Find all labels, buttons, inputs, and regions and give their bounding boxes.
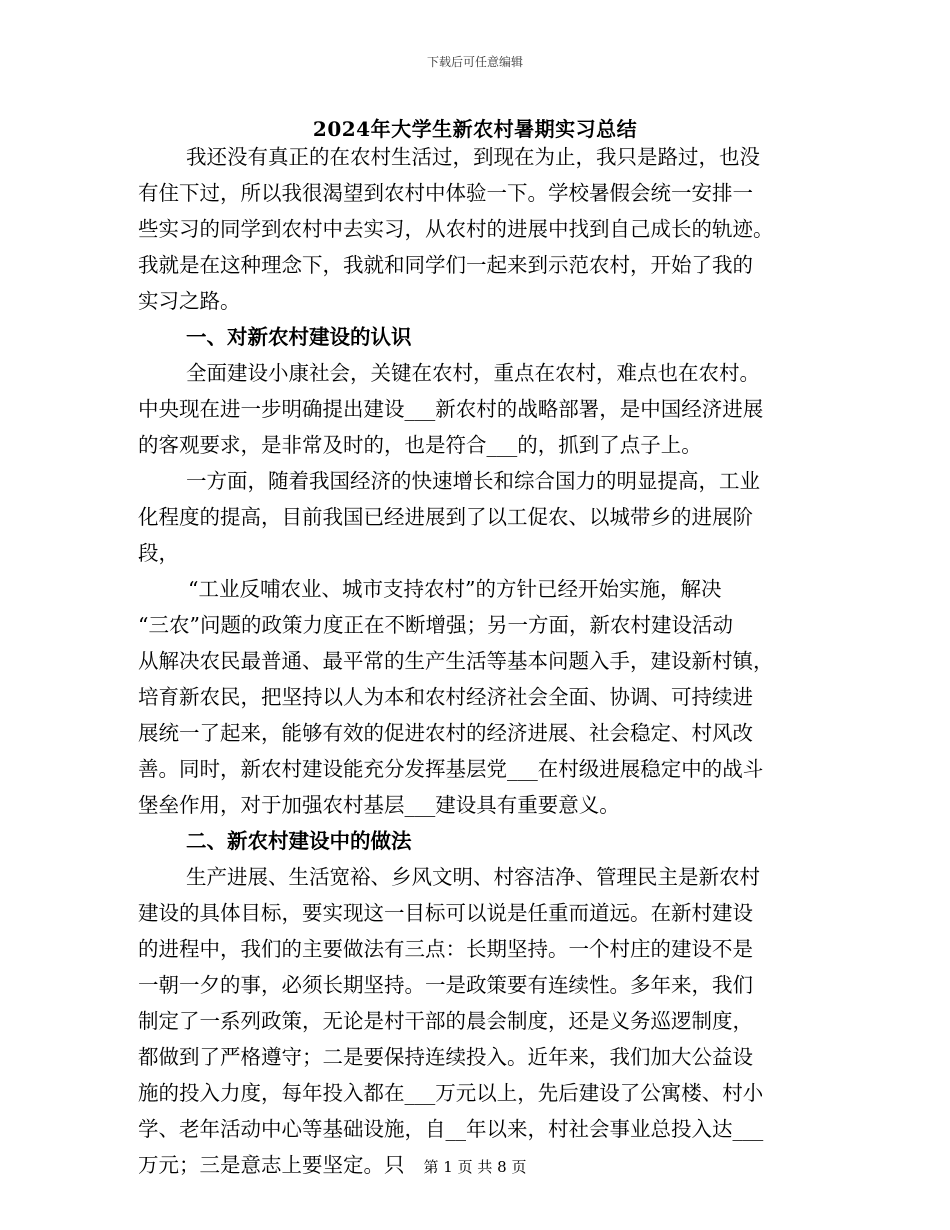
- text-line: 生产进展、生活宽裕、乡风文明、村容洁净、管理民主是新农村: [186, 865, 760, 889]
- text-line: 些实习的同学到农村中去实习，从农村的进展中找到自己成长的轨迹。: [138, 217, 774, 241]
- text-line: 全面建设小康社会，关键在农村，重点在农村，难点也在农村。: [186, 361, 760, 385]
- text-line: 学、老年活动中心等基础设施，自__年以来，村社会事业总投入达___: [138, 1117, 764, 1141]
- text-line: 从解决农民最普通、最平常的生产生活等基本问题入手，建设新村镇，: [138, 649, 774, 673]
- section-heading: 一、对新农村建设的认识: [186, 325, 412, 349]
- text-line: 施的投入力度，每年投入都在___万元以上，先后建设了公寓楼、村小: [138, 1081, 764, 1105]
- text-line: 万元；三是意志上要坚定。只: [138, 1153, 405, 1177]
- document-title: 2024年大学生新农村暑期实习总结: [312, 117, 638, 141]
- text-line: 善。同时，新农村建设能充分发挥基层党___在村级进展稳定中的战斗: [138, 757, 764, 781]
- text-line: 建设的具体目标，要实现这一目标可以说是任重而道远。在新村建设: [138, 901, 753, 925]
- text-line: 一方面，随着我国经济的快速增长和综合国力的明显提高，工业: [186, 469, 760, 493]
- text-line: 都做到了严格遵守；二是要保持连续投入。近年来，我们加大公益设: [138, 1045, 753, 1069]
- text-line: 制定了一系列政策，无论是村干部的晨会制度，还是义务巡逻制度，: [138, 1009, 753, 1033]
- page-footer: 第 1 页 共 8 页: [423, 1158, 527, 1176]
- header-note: 下载后可任意编辑: [426, 55, 523, 69]
- text-line: 一朝一夕的事，必须长期坚持。一是政策要有连续性。多年来，我们: [138, 973, 753, 997]
- text-line: 中央现在进一步明确提出建设___新农村的战略部署，是中国经济进展: [138, 397, 764, 421]
- document-body: [138, 139, 818, 1183]
- text-line: 化程度的提高，目前我国已经进展到了以工促农、以城带乡的进展阶: [138, 505, 753, 529]
- text-line: 培育新农民，把坚持以人为本和农村经济社会全面、协调、可持续进: [138, 685, 753, 709]
- text-line: “三农”问题的政策力度正在不断增强；另一方面，新农村建设活动: [138, 613, 733, 637]
- text-line: 的客观要求，是非常及时的，也是符合___的，抓到了点子上。: [138, 433, 702, 457]
- section-heading: 二、新农村建设中的做法: [186, 829, 412, 853]
- text-line: 的进程中，我们的主要做法有三点：长期坚持。一个村庄的建设不是: [138, 937, 753, 961]
- text-line: 展统一了起来，能够有效的促进农村的经济进展、社会稳定、村风改: [138, 721, 753, 745]
- text-line: “工业反哺农业、城市支持农村”的方针已经开始实施，解决: [188, 577, 722, 601]
- text-line: 段，: [138, 541, 179, 565]
- text-line: 堡垒作用，对于加强农村基层___建设具有重要意义。: [138, 793, 620, 817]
- text-line: 我就是在这种理念下，我就和同学们一起来到示范农村，开始了我的: [138, 253, 753, 277]
- text-line: 我还没有真正的在农村生活过，到现在为止，我只是路过，也没: [186, 145, 760, 169]
- text-line: 实习之路。: [138, 289, 241, 313]
- text-line: 有住下过，所以我很渴望到农村中体验一下。学校暑假会统一安排一: [138, 181, 753, 205]
